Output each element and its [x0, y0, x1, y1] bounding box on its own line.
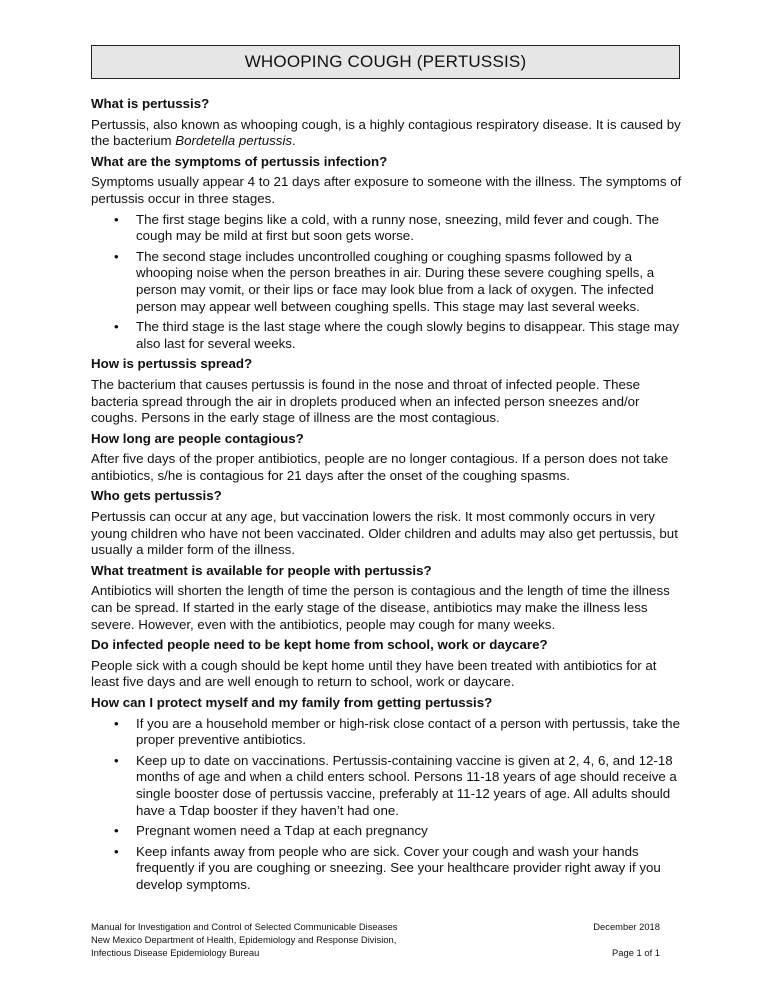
list-item-text: If you are a household member or high-risk close contact of a person with pertussis, take the proper preventive antibiotics.	[136, 715, 680, 748]
list-item-text: Keep up to date on vaccinations. Pertussis-containing vaccine is given at 2, 4, 6, and 12-18 months of age and when a child enters school. Persons 11-18 years of age should receive a single booster dose of pertussis vaccine, preferably at 11-12 years of age. All adults should have a Tdap booster if they haven’t had one.	[136, 752, 677, 818]
document-title: WHOOPING COUGH (PERTUSSIS)	[244, 52, 527, 71]
list-item-text: The second stage includes uncontrolled coughing or coughing spasms followed by a whooping noise when the person breathes in air. During these severe coughing spells, a person may vomit, or their lips or face may look blue from a lack of oxygen. The infected person may appear well between coughing spells. This stage may last several weeks.	[136, 248, 655, 314]
footer-source	[91, 920, 511, 959]
footer-meta	[520, 920, 660, 959]
list-item	[91, 753, 683, 819]
paragraph-italic-text: Bordetella pertussis	[175, 133, 293, 149]
bullet-icon: •	[114, 752, 119, 768]
section-heading: What are the symptoms of pertussis infection?	[91, 153, 388, 169]
section-heading: How long are people contagious?	[91, 430, 304, 446]
list-item	[91, 716, 683, 749]
section-heading: What is pertussis?	[91, 96, 210, 111]
bullet-list	[91, 716, 683, 894]
list-item	[91, 844, 683, 894]
list-item-text: Pregnant women need a Tdap at each pregnancy	[136, 823, 428, 839]
section-paragraph: People sick with a cough should be kept home until they have been treated with antibiotics for at least five days and are well enough to return to school, work or daycare.	[91, 657, 657, 690]
list-item	[91, 319, 683, 352]
bullet-icon: •	[114, 843, 119, 859]
list-item-text: The third stage is the last stage where the cough slowly begins to disappear. This stage may also last for several weeks.	[136, 319, 680, 351]
section-paragraph: The bacterium that causes pertussis is found in the nose and throat of infected people. These bacteria spread through the air in droplets produced when an infected person sneezes and/or coughs. Persons in the early stage of illness are the most contagious.	[91, 376, 640, 426]
bullet-icon: •	[114, 319, 119, 335]
paragraph-text: .	[292, 133, 296, 149]
bullet-icon: •	[114, 715, 119, 731]
footer-line: Manual for Investigation and Control of Selected Communicable Diseases	[91, 921, 398, 932]
bullet-icon: •	[114, 823, 119, 839]
bullet-icon: •	[114, 211, 119, 227]
list-item-text: The first stage begins like a cold, with a runny nose, sneezing, mild fever and cough. The cough may be mild at first but soon gets worse.	[136, 211, 660, 244]
section-heading: Who gets pertussis?	[91, 488, 222, 504]
footer-line: New Mexico Department of Health, Epidemiology and Response Division,	[91, 934, 397, 945]
section-paragraph: Antibiotics will shorten the length of time the person is contagious and the length of time the illness can be spread. If started in the early stage of the disease, antibiotics may make the illness less severe. However, even with the antibiotics, people may cough for many weeks.	[91, 583, 670, 632]
section-paragraph: Symptoms usually appear 4 to 21 days after exposure to someone with the illness. The symptoms of pertussis occur in three stages.	[91, 174, 682, 206]
bullet-icon: •	[114, 248, 119, 264]
section-heading: What treatment is available for people with pertussis?	[91, 562, 432, 578]
document-body	[91, 96, 683, 898]
paragraph-text: Pertussis, also known as whooping cough, is a highly contagious respiratory disease. It is caused by the bacterium	[91, 116, 681, 149]
list-item	[91, 249, 683, 315]
list-item	[91, 823, 683, 840]
section-paragraph: Pertussis can occur at any age, but vaccination lowers the risk. It most commonly occurs in very young children who have not been vaccinated. Older children and adults may also get pertussis, but usually a milder form of the illness.	[91, 509, 678, 558]
section-heading: How can I protect myself and my family from getting pertussis?	[91, 695, 493, 710]
list-item	[91, 212, 683, 245]
page-number: Page 1 of 1	[612, 947, 660, 958]
bullet-list	[91, 212, 683, 353]
footer-date: December 2018	[593, 921, 660, 932]
section-paragraph	[91, 117, 683, 150]
section-heading: How is pertussis spread?	[91, 356, 253, 372]
list-item-text: Keep infants away from people who are sick. Cover your cough and wash your hands frequently if you are coughing or sneezing. See your healthcare provider right away if you develop symptoms.	[136, 843, 661, 892]
footer-line: Infectious Disease Epidemiology Bureau	[91, 947, 260, 958]
section-paragraph: After five days of the proper antibiotics, people are no longer contagious. If a person does not take antibiotics, s/he is contagious for 21 days after the onset of the coughing spasms.	[91, 451, 669, 483]
document-title-box	[91, 45, 680, 79]
section-heading: Do infected people need to be kept home from school, work or daycare?	[91, 637, 548, 653]
